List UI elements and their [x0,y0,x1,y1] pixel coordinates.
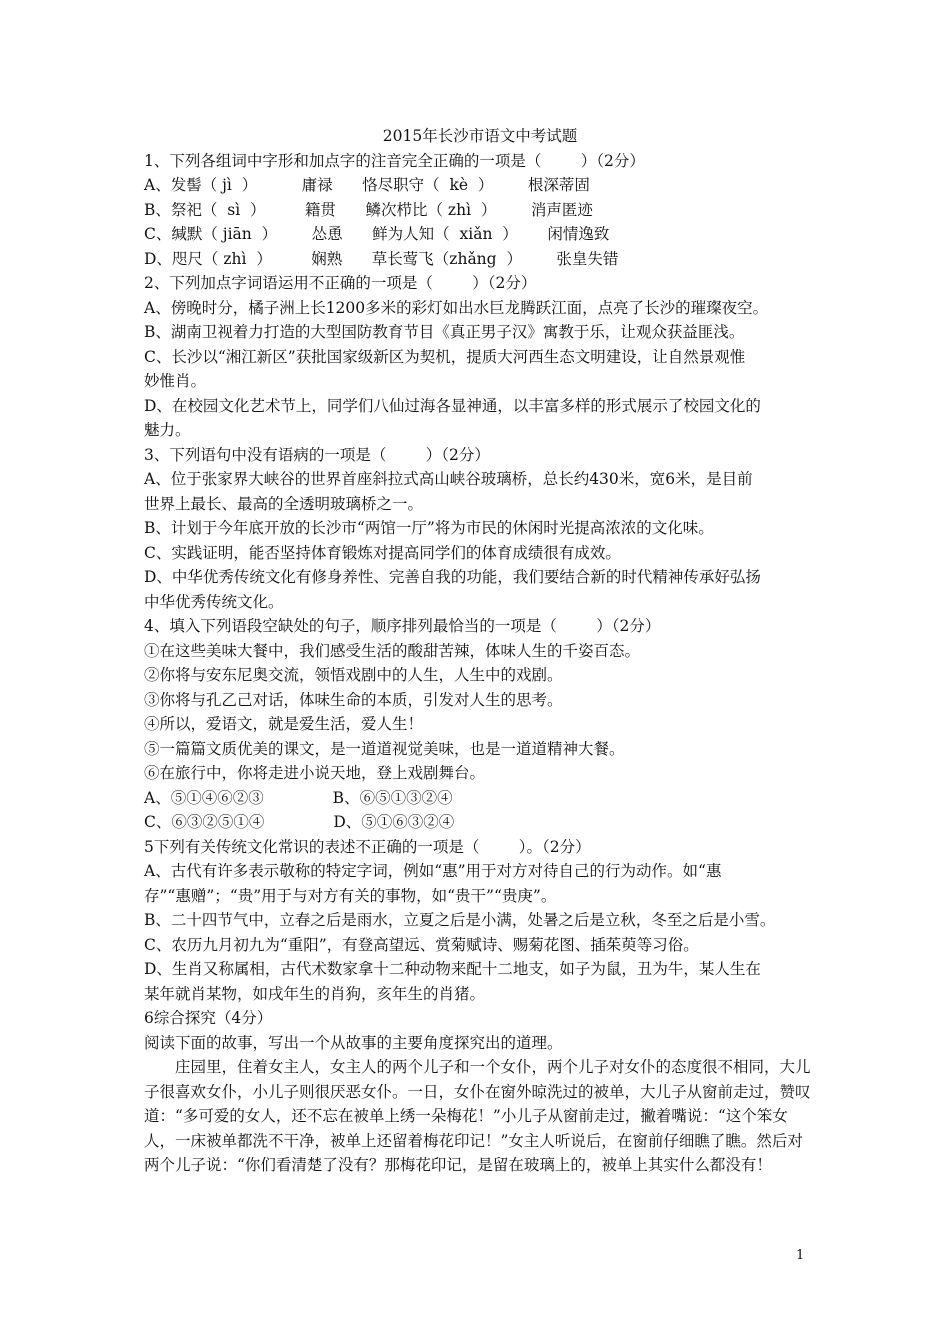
text-line: ③你将与孔乙己对话，体味生命的本质，引发对人生的思考。 [144,690,563,709]
text-line: 2、下列加点字词语运用不正确的一项是（ ）（2分） [144,274,537,292]
text-line: D、中华优秀传统文化有修身养性、完善自我的功能，我们要结合新的时代精神传承好弘扬 [144,568,761,586]
text-line: D、生肖又称属相，古代术数家拿十二种动物来配十二地支，如子为鼠，丑为牛，某人生在 [144,960,761,978]
question-lines [144,149,816,1056]
text-line: 6综合探究（4分） [144,1009,273,1027]
exam-content [144,124,816,1178]
text-line: 3、下列语句中没有语病的一项是（ ）（2分） [144,445,490,464]
text-line: ⑤一篇篇文质优美的课文，是一道道视觉美味，也是一道道精神大餐。 [144,739,625,758]
text-line: C、农历九月初九为“重阳”，有登高望远、赏菊赋诗、赐菊花图、插茱萸等习俗。 [144,935,699,954]
text-line: 某年就肖某物，如戌年生的肖狗，亥年生的肖猪。 [144,984,486,1003]
text-line: B、二十四节气中，立春之后是雨水，立夏之后是小满，处暑之后是立秋，冬至之后是小雪。 [144,911,776,929]
text-line: 世界上最长、最高的全透明玻璃桥之一。 [144,494,424,513]
text-line: A、傍晚时分，橘子洲上长1200多米的彩灯如出水巨龙腾跃江面，点亮了长沙的璀璨夜空。 [144,298,769,317]
text-line: C、⑥③②⑤①④ D、⑤①⑥③②④ [144,813,455,831]
text-line: A、⑤①④⑥②③ B、⑥⑤①③②④ [144,788,453,807]
text-line: B、祭祀（ sì ） 籍贯 鳞次栉比（ zhì ） 消声匿迹 [144,200,593,219]
text-line: ④所以，爱语文，就是爱生活，爱人生！ [144,715,424,733]
text-line: D、在校园文化艺术节上，同学们八仙过海各显神通，以丰富多样的形式展示了校园文化的 [144,396,761,415]
text-line: 1、下列各组词中字形和加点字的注音完全正确的一项是（ ）（2分） [144,151,645,170]
text-line: 妙惟肖。 [144,372,207,390]
text-line: B、湖南卫视着力打造的大型国防教育节目《真正男子汉》寓教于乐，让观众获益匪浅。 [144,323,745,341]
text-line: ①在这些美味大餐中，我们感受生活的酸甜苦辣，体味人生的千姿百态。 [144,641,641,660]
text-line: D、咫尺（ zhì ） 娴熟 草长莺飞（zhǎng ） 张皇失错 [144,249,619,268]
text-line: A、发髻（ jì ） 庸禄 恪尽职守（ kè ） 根深蒂固 [144,176,590,194]
text-line: A、古代有许多表示敬称的特定字词，例如“惠”用于对方对待自己的行为动作。如“惠 [144,862,722,880]
text-line: 5下列有关传统文化常识的表述不正确的一项是（ ）。（2分） [144,837,591,856]
text-line: B、计划于今年底开放的长沙市“两馆一厅”将为市民的休闲时光提高浓浓的文化味。 [144,519,714,537]
exam-title: 2015年长沙市语文中考试题 [382,127,578,145]
story-paragraph: 庄园里，住着女主人，女主人的两个儿子和一个女仆，两个儿子对女仆的态度很不相同，大儿子很喜欢女仆，小儿子则很厌恶女仆。一日，女仆在窗外晾洗过的被单，大儿子从窗前走过，赞叹道：“多可爱的女人，还不忘在被单上绣一朵梅花！”小儿子从窗前走过，撇着嘴说：“这个笨女人，一床被单都洗不干净，被单上还留着梅花印记！”女主人听说后，在窗前仔细瞧了瞧。然后对两个儿子说：“你们看清楚了没有？那梅花印记，是留在玻璃上的，被单上其实什么都没有！ [144,1058,811,1174]
text-line: 中华优秀传统文化。 [144,592,284,611]
text-line: C、长沙以“湘江新区”获批国家级新区为契机，提质大河西生态文明建设，让自然景观惟 [144,347,746,366]
text-line: 4、填入下列语段空缺处的句子，顺序排列最恰当的一项是（ ）（2分） [144,617,661,635]
text-line: C、实践证明，能否坚持体育锻炼对提高同学们的体育成绩很有成效。 [144,543,621,562]
text-line: 存”“惠赠”；“贵”用于与对方有关的事物，如“贵干”“贵庚”。 [144,886,557,905]
text-line: C、缄默（ jiān ） 怂恿 鲜为人知（ xiǎn ） 闲情逸致 [144,225,610,243]
text-line: A、位于张家界大峡谷的世界首座斜拉式高山峡谷玻璃桥，总长约430米，宽6米，是目前 [144,470,753,488]
text-line: ⑥在旅行中，你将走进小说天地，登上戏剧舞台。 [144,764,486,782]
page-number: 1 [796,1248,805,1263]
text-line: 阅读下面的故事，写出一个从故事的主要角度探究出的道理。 [144,1033,563,1052]
text-line: ②你将与安东尼奥交流，领悟戏剧中的人生，人生中的戏剧。 [144,666,563,684]
text-line: 魅力。 [144,421,191,439]
